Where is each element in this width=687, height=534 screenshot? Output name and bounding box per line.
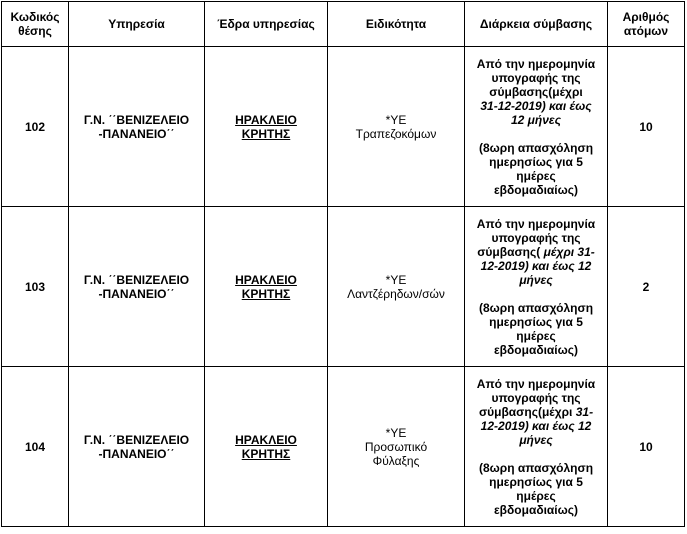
duration-line [467, 85, 605, 99]
header-location: Έδρα υπηρεσίας [205, 2, 328, 47]
specialty [328, 207, 465, 367]
location-line: ΚΡΗΤΗΣ [241, 126, 291, 141]
duration-note-line: (8ωρη απασχόληση [478, 300, 594, 315]
duration-italic-text: 12 μήνες [510, 112, 562, 127]
specialty-line: Προσωπικό [364, 439, 428, 454]
duration-italic-text: 31- [575, 404, 594, 419]
specialty-line: Τραπεζοκόμων [355, 126, 437, 141]
service-line: -ΠΑΝΑΝΕΙΟ΄΄ [98, 446, 175, 461]
header-duration: Διάρκεια σύμβασης [465, 2, 608, 47]
specialty-line: Φύλαξης [372, 453, 420, 468]
duration-line [467, 377, 605, 391]
service-name [69, 367, 205, 527]
duration-line [467, 57, 605, 71]
duration-note-line: εβδομαδιαίως) [493, 342, 579, 357]
duration-text: σύμβασης(μέχρι [489, 84, 583, 99]
table-row [2, 367, 685, 527]
duration-text: σύμβασης( [477, 244, 544, 259]
position-code: 104 [2, 367, 69, 527]
table-row [2, 47, 685, 207]
location-line: ΗΡΑΚΛΕΙΟ [235, 272, 297, 287]
duration-text: Από την ημερομηνία [476, 216, 596, 231]
contract-duration [465, 367, 608, 527]
duration-line [467, 99, 605, 113]
service-line: -ΠΑΝΑΝΕΙΟ΄΄ [98, 286, 175, 301]
service-location [205, 47, 328, 207]
specialty [328, 367, 465, 527]
duration-line [467, 231, 605, 245]
table-body [2, 47, 685, 527]
service-line: Γ.Ν. ΄΄ΒΕΝΙΖΕΛΕΙΟ [83, 272, 190, 287]
duration-line [467, 245, 605, 259]
duration-note-line: ημέρες [516, 488, 556, 503]
header-count: Αριθμός ατόμων [608, 2, 685, 47]
duration-text: υπογραφής της [491, 70, 581, 85]
duration-text: σύμβασης(μέχρι [478, 404, 576, 419]
people-count: 10 [608, 47, 685, 207]
contract-duration [465, 207, 608, 367]
duration-line [467, 433, 605, 447]
header-row [2, 2, 685, 47]
specialty-line: Λαντζέρηδων/σών [347, 286, 445, 301]
duration-note-line: εβδομαδιαίως) [493, 502, 579, 517]
location-line: ΗΡΑΚΛΕΙΟ [235, 112, 297, 127]
people-count: 10 [608, 367, 685, 527]
duration-line [467, 391, 605, 405]
duration-spacer [467, 127, 605, 141]
duration-line [467, 405, 605, 419]
duration-note-line: ημέρες [516, 328, 556, 343]
duration-line [467, 217, 605, 231]
specialty-line: *ΥΕ [385, 272, 407, 287]
header-code: Κωδικός θέσης [2, 2, 69, 47]
duration-text: υπογραφής της [491, 390, 581, 405]
duration-italic-text: 12-2019) και έως 12 [480, 418, 592, 433]
duration-note-line: (8ωρη απασχόληση [478, 460, 594, 475]
service-line: Γ.Ν. ΄΄ΒΕΝΙΖΕΛΕΙΟ [83, 112, 190, 127]
contract-duration [465, 47, 608, 207]
specialty-line: *ΥΕ [385, 112, 407, 127]
duration-line [467, 113, 605, 127]
position-code: 103 [2, 207, 69, 367]
position-code: 102 [2, 47, 69, 207]
duration-italic-text: μήνες [519, 432, 553, 447]
positions-table [1, 1, 685, 527]
duration-italic-text: μέχρι 31- [543, 244, 595, 259]
header-service: Υπηρεσία [69, 2, 205, 47]
duration-text: Από την ημερομηνία [476, 376, 596, 391]
duration-note-line: ημερησίως για 5 [489, 314, 583, 329]
duration-line [467, 419, 605, 433]
location-line: ΚΡΗΤΗΣ [241, 286, 291, 301]
duration-note-line: ημερησίως για 5 [489, 154, 583, 169]
duration-line [467, 273, 605, 287]
duration-line [467, 259, 605, 273]
duration-italic-text: μήνες [519, 272, 553, 287]
service-location [205, 207, 328, 367]
service-name [69, 47, 205, 207]
duration-italic-text: 31-12-2019) και έως [480, 98, 592, 113]
service-location [205, 367, 328, 527]
duration-text: υπογραφής της [491, 230, 581, 245]
duration-line [467, 71, 605, 85]
service-line: Γ.Ν. ΄΄ΒΕΝΙΖΕΛΕΙΟ [83, 432, 190, 447]
duration-note-line: ημερησίως για 5 [489, 474, 583, 489]
table-row [2, 207, 685, 367]
header-specialty: Ειδικότητα [328, 2, 465, 47]
duration-italic-text: 12-2019) και έως 12 [480, 258, 592, 273]
duration-note-line: ημέρες [516, 168, 556, 183]
specialty-line: *ΥΕ [385, 425, 407, 440]
service-name [69, 207, 205, 367]
duration-spacer [467, 447, 605, 461]
duration-note-line: (8ωρη απασχόληση [478, 140, 594, 155]
specialty [328, 47, 465, 207]
duration-spacer [467, 287, 605, 301]
location-line: ΗΡΑΚΛΕΙΟ [235, 432, 297, 447]
duration-note-line: εβδομαδιαίως) [493, 182, 579, 197]
duration-text: Από την ημερομηνία [476, 56, 596, 71]
location-line: ΚΡΗΤΗΣ [241, 446, 291, 461]
people-count: 2 [608, 207, 685, 367]
service-line: -ΠΑΝΑΝΕΙΟ΄΄ [98, 126, 175, 141]
